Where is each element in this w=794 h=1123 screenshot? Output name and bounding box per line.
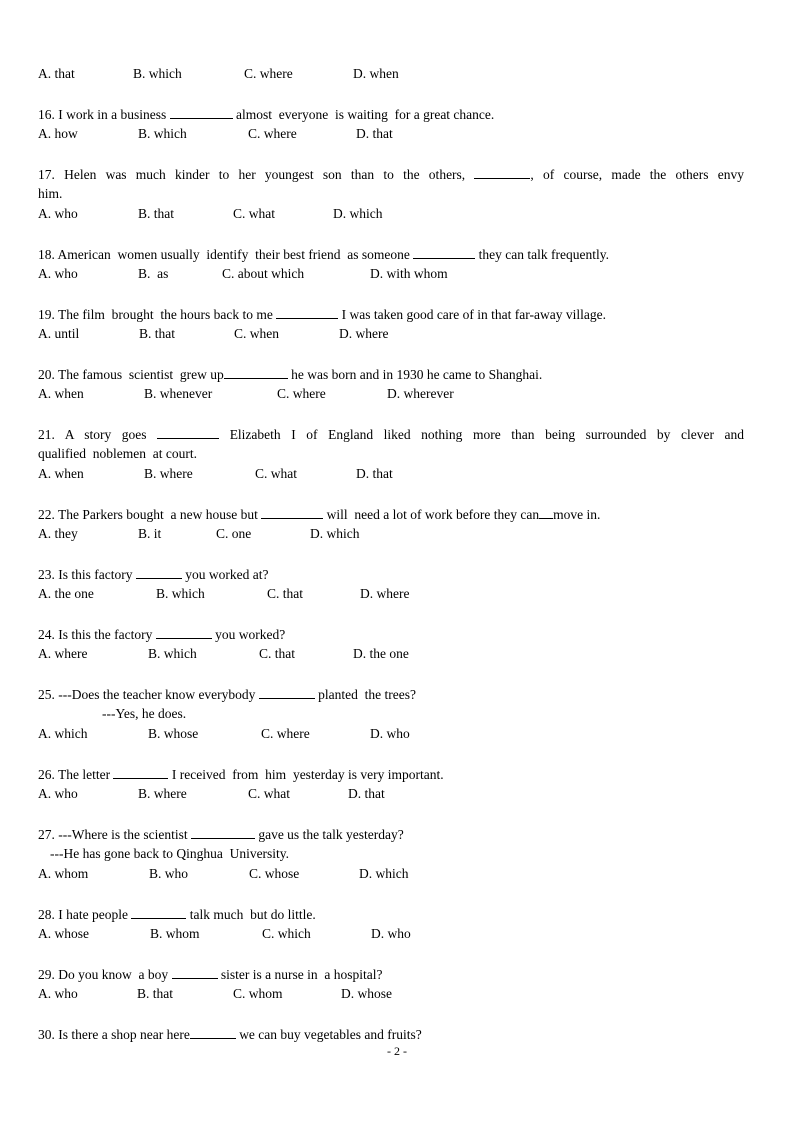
- option-c: C. whose: [249, 866, 300, 881]
- option-b: B. as: [138, 266, 169, 281]
- option-d: D. who: [371, 926, 411, 941]
- answer-blank: [136, 564, 182, 579]
- question-text: 23. Is this factory you worked at?: [38, 564, 268, 585]
- option-d: D. which: [333, 206, 383, 221]
- answer-blank: [156, 624, 212, 639]
- option-c: C. where: [244, 66, 293, 81]
- option-b: B. which: [148, 646, 197, 661]
- question-text: 28. I hate people talk much but do little.: [38, 904, 316, 925]
- option-d: D. that: [356, 126, 393, 141]
- question-text: 24. Is this the factory you worked?: [38, 624, 285, 645]
- option-b: B. which: [156, 586, 205, 601]
- option-c: C. what: [248, 786, 290, 801]
- option-a: A. until: [38, 326, 80, 341]
- spacer-blank: [539, 504, 553, 519]
- answer-blank: [157, 424, 219, 439]
- page-number: - 2 -: [387, 1044, 407, 1058]
- option-b: B. where: [144, 466, 193, 481]
- question-text-continued: qualified noblemen at court.: [38, 446, 197, 461]
- question-text: 22. The Parkers bought a new house but will need a lot of work before they can move in.: [38, 504, 600, 525]
- answer-dialogue: ---He has gone back to Qinghua University.: [50, 846, 290, 861]
- option-b: B. that: [137, 986, 173, 1001]
- option-a: A. the one: [38, 586, 94, 601]
- option-d: D. whose: [341, 986, 392, 1001]
- answer-blank: [474, 164, 530, 179]
- option-b: B. it: [138, 526, 162, 541]
- question-text: 20. The famous scientist grew up he was born and in 1930 he came to Shanghai.: [38, 364, 542, 385]
- answer-dialogue: ---Yes, he does.: [102, 706, 187, 721]
- answer-blank: [261, 504, 323, 519]
- option-a: A. who: [38, 786, 78, 801]
- question-text: 30. Is there a shop near here we can buy vegetables and fruits?: [38, 1024, 422, 1045]
- option-c: C. where: [277, 386, 326, 401]
- question-text: 29. Do you know a boy sister is a nurse in a hospital?: [38, 964, 382, 985]
- option-a: A. how: [38, 126, 78, 141]
- option-c: C. where: [261, 726, 310, 741]
- option-b: B. where: [138, 786, 187, 801]
- option-c: C. when: [234, 326, 279, 341]
- option-c: C. what: [233, 206, 275, 221]
- option-d: D. when: [353, 66, 399, 81]
- answer-blank: [259, 684, 315, 699]
- question-text-continued: him.: [38, 186, 63, 201]
- answer-blank: [413, 244, 475, 259]
- option-d: D. with whom: [370, 266, 448, 281]
- option-a: A. that: [38, 66, 75, 81]
- option-a: A. who: [38, 266, 78, 281]
- option-c: C. that: [267, 586, 303, 601]
- option-c: C. what: [255, 466, 297, 481]
- option-a: A. they: [38, 526, 78, 541]
- option-d: D. that: [348, 786, 385, 801]
- option-c: C. that: [259, 646, 295, 661]
- question-text: 17. Helen was much kinder to her youngest son than to the others, , of course, made the others envy: [38, 164, 744, 185]
- option-d: D. who: [370, 726, 410, 741]
- question-text: 18. American women usually identify their best friend as someone they can talk frequently.: [38, 244, 609, 265]
- option-b: B. who: [149, 866, 189, 881]
- answer-blank: [190, 1024, 236, 1039]
- option-a: A. when: [38, 386, 84, 401]
- option-d: D. wherever: [387, 386, 454, 401]
- question-text: 19. The film brought the hours back to me I was taken good care of in that far-away village.: [38, 304, 606, 325]
- option-d: D. the one: [353, 646, 409, 661]
- option-c: C. whom: [233, 986, 283, 1001]
- option-b: B. whom: [150, 926, 200, 941]
- option-c: C. where: [248, 126, 297, 141]
- answer-blank: [172, 964, 218, 979]
- option-d: D. where: [339, 326, 389, 341]
- option-a: A. which: [38, 726, 88, 741]
- question-text: 27. ---Where is the scientist gave us the talk yesterday?: [38, 824, 404, 845]
- option-b: B. whenever: [144, 386, 213, 401]
- option-c: C. which: [262, 926, 311, 941]
- answer-blank: [276, 304, 338, 319]
- answer-blank: [191, 824, 255, 839]
- option-a: A. who: [38, 986, 78, 1001]
- option-a: A. whom: [38, 866, 89, 881]
- option-d: D. where: [360, 586, 410, 601]
- option-c: C. about which: [222, 266, 305, 281]
- question-text: 25. ---Does the teacher know everybody planted the trees?: [38, 684, 416, 705]
- option-a: A. where: [38, 646, 88, 661]
- question-text: 26. The letter I received from him yesterday is very important.: [38, 764, 444, 785]
- answer-blank: [170, 104, 233, 119]
- answer-blank: [224, 364, 288, 379]
- option-d: D. that: [356, 466, 393, 481]
- option-a: A. who: [38, 206, 78, 221]
- option-c: C. one: [216, 526, 252, 541]
- option-b: B. which: [138, 126, 187, 141]
- option-b: B. that: [138, 206, 174, 221]
- option-d: D. which: [359, 866, 409, 881]
- answer-blank: [131, 904, 186, 919]
- answer-blank: [113, 764, 168, 779]
- question-text: 16. I work in a business almost everyone is waiting for a great chance.: [38, 104, 494, 125]
- option-a: A. when: [38, 466, 84, 481]
- option-b: B. that: [139, 326, 175, 341]
- option-d: D. which: [310, 526, 360, 541]
- question-text: 21. A story goes Elizabeth I of England liked nothing more than being surrounded by clever and: [38, 424, 744, 445]
- option-b: B. whose: [148, 726, 199, 741]
- option-a: A. whose: [38, 926, 89, 941]
- option-b: B. which: [133, 66, 182, 81]
